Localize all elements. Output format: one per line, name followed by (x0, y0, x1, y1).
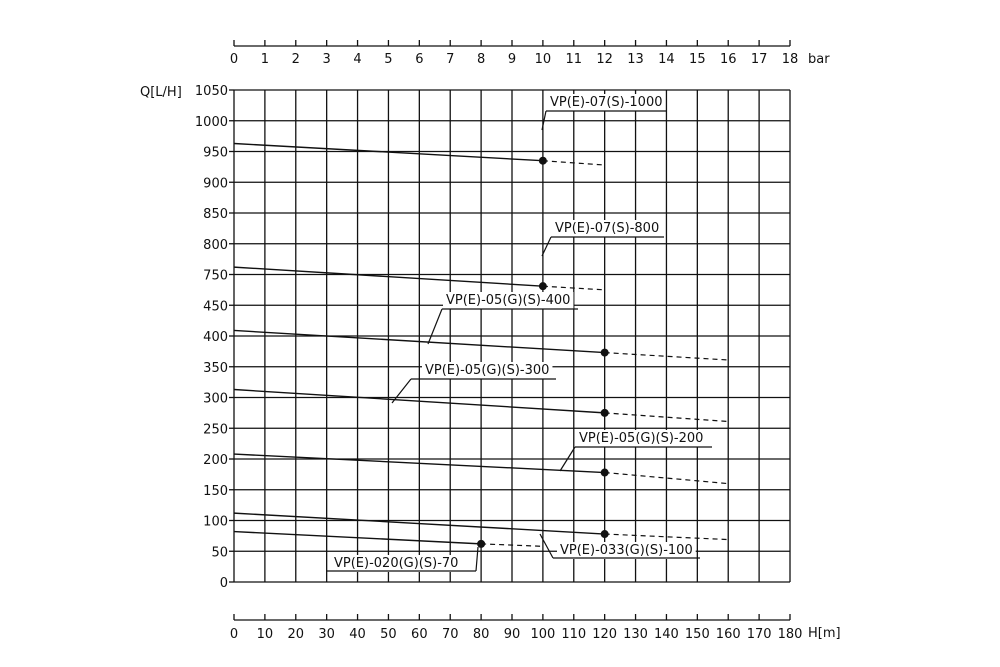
x-tick-label: 130 (623, 627, 648, 642)
series-labels (327, 94, 712, 572)
y-tick-label: 300 (203, 391, 228, 407)
top-tick-label: 2 (291, 52, 300, 67)
y-tick-label: 0 (219, 576, 228, 591)
x-tick-label: 150 (684, 627, 710, 642)
top-tick-label: 6 (415, 52, 424, 67)
x-tick-label: 180 (777, 627, 803, 642)
y-tick-label: 1050 (194, 84, 228, 99)
series-point (601, 469, 609, 477)
x-tick-label: 170 (746, 627, 772, 642)
x-tick-label: 0 (229, 627, 239, 642)
series-point (477, 540, 485, 548)
x-tick-label: 90 (503, 627, 521, 642)
x-tick-label: 20 (287, 627, 305, 642)
y-axis (195, 84, 234, 591)
top-tick-label: 14 (658, 52, 675, 67)
top-tick-label: 16 (719, 52, 737, 67)
y-tick-label: 850 (203, 207, 228, 222)
y-tick-label: 50 (211, 545, 228, 561)
x-tick-label: 40 (349, 627, 366, 642)
top-axis (230, 40, 798, 67)
bottom-axis (230, 614, 803, 642)
series-label: VP(E)-020(G)(S)-70 (334, 556, 459, 571)
y-tick-label: 200 (203, 453, 228, 468)
top-tick-label: 4 (353, 52, 362, 67)
x-tick-label: 70 (441, 627, 459, 642)
y-tick-label: 950 (203, 145, 228, 161)
y-tick-label: 900 (203, 176, 228, 192)
x-tick-label: 60 (411, 627, 428, 642)
series-label: VP(E)-033(G)(S)-100 (560, 543, 693, 558)
x-tick-label: 30 (318, 627, 335, 642)
y-tick-label: 1000 (194, 114, 228, 130)
x-tick-label: 110 (561, 627, 587, 642)
top-tick-label: 7 (446, 52, 455, 67)
series-label: VP(E)-07(S)-800 (555, 221, 660, 236)
y-axis-label: Q[L/H] (140, 85, 182, 100)
series-label-leader (540, 534, 553, 558)
series-point (601, 349, 609, 357)
y-tick-label: 450 (203, 299, 228, 315)
top-tick-label: 13 (627, 52, 644, 67)
y-tick-label: 400 (203, 330, 228, 345)
x-tick-label: 140 (654, 627, 679, 642)
x-tick-label: 10 (256, 627, 274, 642)
x-tick-label: 80 (472, 627, 490, 642)
series-point (539, 282, 547, 290)
series-label: VP(E)-07(S)-1000 (550, 95, 663, 110)
top-axis-unit: bar (808, 52, 830, 67)
x-tick-label: 160 (715, 627, 741, 642)
y-tick-label: 100 (203, 514, 228, 530)
series-label: VP(E)-05(G)(S)-400 (446, 293, 571, 308)
top-tick-label: 9 (507, 52, 517, 67)
top-tick-label: 12 (596, 52, 613, 67)
top-tick-label: 15 (689, 52, 706, 67)
series-point (601, 530, 609, 538)
top-tick-label: 3 (322, 52, 331, 67)
top-tick-label: 10 (534, 52, 552, 67)
x-tick-label: 120 (592, 627, 618, 642)
series-label: VP(E)-05(G)(S)-200 (579, 431, 704, 446)
series-point (539, 157, 547, 165)
top-tick-label: 1 (260, 52, 270, 67)
top-tick-label: 11 (565, 52, 583, 67)
y-tick-label: 800 (203, 237, 228, 253)
y-tick-label: 750 (203, 268, 228, 284)
x-tick-label: 100 (530, 627, 556, 642)
x-tick-label: 50 (380, 627, 397, 642)
y-tick-label: 150 (203, 483, 228, 499)
top-tick-label: 0 (229, 52, 239, 67)
top-tick-label: 17 (750, 52, 768, 67)
top-tick-label: 18 (781, 52, 799, 67)
series-point (601, 409, 609, 417)
top-tick-label: 8 (476, 52, 486, 67)
series-label: VP(E)-05(G)(S)-300 (425, 363, 550, 378)
x-axis-label: H[m] (808, 626, 841, 641)
y-tick-label: 350 (203, 360, 228, 376)
y-tick-label: 250 (203, 422, 228, 438)
series-label-leader (428, 309, 442, 344)
top-tick-label: 5 (384, 52, 393, 67)
